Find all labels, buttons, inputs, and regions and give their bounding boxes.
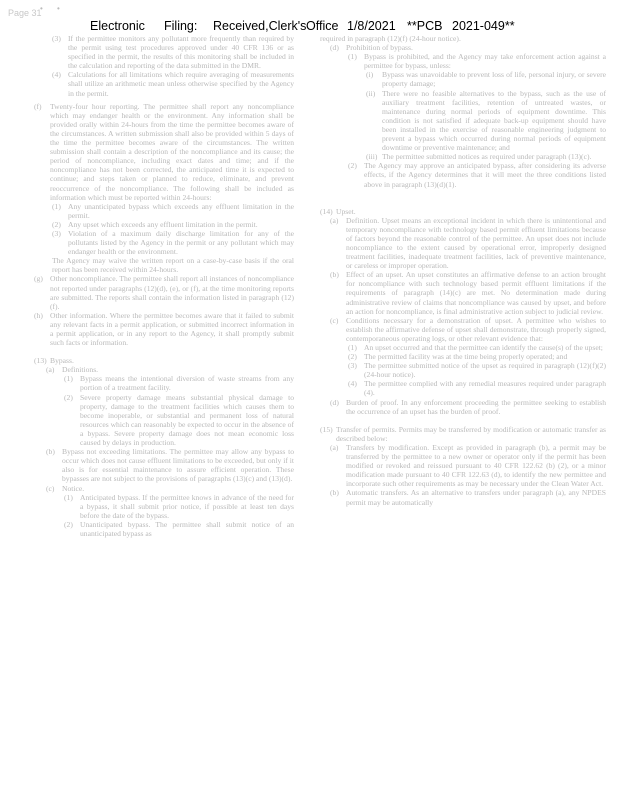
provision-paragraph xyxy=(12,256,294,274)
provision-text: Bypass. xyxy=(50,356,74,366)
provision-text: Violation of a maximum daily discharge limitation for any of the pollutants listed by the Agency in the permit or any pollutant which may endanger health or the environment. xyxy=(68,228,294,257)
provision-label: (15) xyxy=(320,424,333,434)
provision-label: (a) xyxy=(330,215,339,225)
provision-label: (h) xyxy=(34,310,43,320)
provision-text: Twenty-four hour reporting. The permittee shall report any noncompliance which may endanger health or the environment. Any information shall be provided orally within 24-hours from the time the permittee becomes aware of the circumstances. A written submission shall also be provided within 5 days of the time the permittee becomes aware of the circumstances. The written submission shall contain a description of the noncompliance and its cause; the period of noncompliance, including exact dates and time; and if the noncompliance has not been corrected, the anticipated time it is expected to continue; and steps taken or planned to reduce, eliminate, and prevent reoccurrence of the noncompliance. The following shall be included as information which must be reported within 24-hours: xyxy=(50,101,294,202)
header-date: 1/8/2021 xyxy=(347,19,396,33)
paragraph-gap xyxy=(320,416,606,425)
provision-paragraph xyxy=(12,202,294,220)
header-office: Office xyxy=(306,19,339,33)
provision-text: Bypass means the intentional diversion of waste streams from any portion of a treatment facility. xyxy=(80,374,294,393)
filing-header xyxy=(0,19,618,35)
provision-paragraph xyxy=(12,520,294,538)
provision-label: (2) xyxy=(348,352,357,362)
provision-paragraph xyxy=(320,34,606,43)
provision-paragraph xyxy=(12,493,294,520)
provision-label: (2) xyxy=(64,392,73,402)
left-text-column xyxy=(12,34,294,538)
provision-label: (i) xyxy=(366,70,374,80)
provision-text: There were no feasible alternatives to the bypass, such as the use of auxiliary treatment facilities, retention of untreated wastes, or maintenance during normal periods of equipment downtime. This condition is not satisfied if adequate back-up equipment should have been installed in the exercise of reasonable engineering judgment to prevent a bypass which occurred during normal periods of equipment downtime or preventive maintenance; and xyxy=(382,88,606,153)
header-pcb: **PCB xyxy=(407,19,443,33)
provision-label: (14) xyxy=(320,206,333,216)
provision-label: (b) xyxy=(330,488,339,498)
provision-text: The Agency may waive the written report on a case-by-case basis if the oral report has been received within 24-hours. xyxy=(52,256,294,275)
provision-text: Definitions. xyxy=(62,365,99,375)
provision-paragraph xyxy=(320,152,606,161)
provision-label: (iii) xyxy=(366,152,378,162)
provision-text: Other noncompliance. The permittee shall report all instances of noncompliance not reported under paragraphs (12)(d), (e), or (f), at the time monitoring reports are submitted. The reports shall contain the information listed in paragraph (12)(f). xyxy=(50,274,294,311)
provision-paragraph xyxy=(320,398,606,416)
provision-paragraph xyxy=(12,34,294,70)
provision-text: Severe property damage means substantial physical damage to property, damage to the treatment facilities which causes them to become inoperable, or substantial and permanent loss of natural resources which can reasonably be expected to occur in the absence of a bypass. Severe property damage does not mean economic loss caused by delays in production. xyxy=(80,392,295,448)
provision-paragraph xyxy=(320,207,606,216)
provision-paragraph xyxy=(320,43,606,52)
provision-paragraph xyxy=(320,361,606,379)
provision-label: (a) xyxy=(330,442,339,452)
provision-label: (1) xyxy=(348,52,357,62)
provision-label: (4) xyxy=(348,379,357,389)
provision-text: The permittee submitted notice of the upset as required in paragraph (12)(f)(2) (24-hour notice). xyxy=(364,361,606,380)
provision-paragraph xyxy=(12,311,294,347)
provision-text: Calculations for all limitations which require averaging of measurements shall utilize an arithmetic mean unless otherwise specified by the Agency in the permit. xyxy=(68,70,294,98)
provision-text: Bypass is prohibited, and the Agency may take enforcement action against a permittee for bypass, unless: xyxy=(364,52,606,71)
provision-text: The permittee submitted notices as required under paragraph (13)(c). xyxy=(382,152,592,162)
provision-label: (4) xyxy=(52,70,61,80)
provision-label: (g) xyxy=(34,274,43,284)
provision-label: (2) xyxy=(64,519,73,529)
provision-paragraph xyxy=(12,220,294,229)
provision-label: (d) xyxy=(330,43,339,53)
provision-text: Transfer of permits. Permits may be transferred by modification or automatic transfer as described below: xyxy=(336,424,606,443)
paragraph-gap xyxy=(320,189,606,198)
provision-label: (1) xyxy=(64,374,73,384)
right-text-column xyxy=(320,34,606,507)
provision-text: Burden of proof. In any enforcement proceeding the permittee seeking to establish the occurrence of an upset has the burden of proof. xyxy=(346,397,606,416)
provision-text: Transfers by modification. Except as provided in paragraph (b), a permit may be transferred by the permittee to a new owner or operator only if the permit has been modified or revoked and reissued pursuant to 40 CFR 122.62 (b) (2), or a minor modification made pursuant to 40 CFR 122.63 (d), to identify the new permittee and incorporate such other requirements as may be necessary under the Clean Water Act. xyxy=(346,442,606,489)
provision-paragraph xyxy=(12,70,294,97)
provision-label: (d) xyxy=(330,397,339,407)
header-case-number: 2021-049** xyxy=(452,19,515,33)
provision-paragraph xyxy=(320,89,606,153)
provision-paragraph xyxy=(320,216,606,271)
provision-text: The permitted facility was at the time being properly operated; and xyxy=(364,352,568,362)
provision-text: Unanticipated bypass. The permittee shall submit notice of an unanticipated bypass as xyxy=(80,519,294,538)
provision-text: Upset. xyxy=(336,206,356,216)
provision-label: (ii) xyxy=(366,88,376,98)
provision-paragraph xyxy=(12,102,294,202)
paragraph-gap xyxy=(320,198,606,207)
provision-paragraph xyxy=(12,274,294,310)
provision-label: (c) xyxy=(330,315,339,325)
provision-label: (f) xyxy=(34,101,42,111)
provision-text: The Agency may approve an anticipated bypass, after considering its adverse effects, if the Agency determines that it will meet the three conditions listed above in paragraph (13)(d)(1). xyxy=(364,161,606,189)
provision-paragraph xyxy=(320,70,606,88)
provision-paragraph xyxy=(12,365,294,374)
page-number: Page 31 xyxy=(8,8,42,18)
provision-label: (1) xyxy=(64,492,73,502)
provision-text: required in paragraph (12)(f) (24-hour notice). xyxy=(320,34,461,43)
provision-paragraph xyxy=(320,488,606,506)
provision-text: Effect of an upset. An upset constitutes an affirmative defense to an action brought for noncompliance with such technology based permit effluent limitations if the requirements of paragraph (14)(c) are met. No determination made during administrative review of claims that noncompliance was caused by upset, and before an action for noncompliance, is final administrative action subject to judicial review. xyxy=(346,270,606,316)
provision-text: Prohibition of bypass. xyxy=(346,43,413,53)
provision-paragraph xyxy=(12,393,294,448)
header-received: Received,Clerk's xyxy=(213,19,307,33)
provision-text: Bypass not exceeding limitations. The permittee may allow any bypass to occur which does not cause effluent limitations to be exceeded, but only if it also is for essential maintenance to assure efficient operation. These bypasses are not subject to the provisions of paragraphs (13)(c) and (13)(d). xyxy=(62,447,294,484)
provision-paragraph xyxy=(320,270,606,315)
provision-label: (a) xyxy=(46,365,55,375)
provision-paragraph xyxy=(320,316,606,343)
provision-text: Conditions necessary for a demonstration of upset. A permittee who wishes to establish the affirmative defense of upset shall demonstrate, through properly signed, contemporaneous operating logs, or other relevant evidence that: xyxy=(346,315,606,343)
provision-label: (c) xyxy=(46,483,55,493)
provision-label: (2) xyxy=(348,161,357,171)
provision-text: The permittee complied with any remedial measures required under paragraph (4). xyxy=(364,379,606,398)
header-filing: Filing: xyxy=(164,19,198,33)
provision-paragraph xyxy=(320,352,606,361)
provision-paragraph xyxy=(12,484,294,493)
provision-label: (b) xyxy=(46,447,55,457)
provision-text: Notice. xyxy=(62,483,85,493)
corner-marks: • • xyxy=(40,4,66,13)
provision-label: (1) xyxy=(348,343,357,352)
provision-paragraph xyxy=(12,229,294,256)
provision-paragraph xyxy=(320,161,606,188)
header-electronic: Electronic xyxy=(90,19,145,33)
provision-label: (2) xyxy=(52,219,61,229)
provision-text: An upset occurred and that the permittee can identify the cause(s) of the upset; xyxy=(364,343,603,352)
provision-text: Any upset which exceeds any effluent limitation in the permit. xyxy=(68,219,258,229)
provision-label: (1) xyxy=(52,201,61,211)
provision-paragraph xyxy=(12,374,294,392)
provision-label: (b) xyxy=(330,270,339,280)
provision-text: Bypass was unavoidable to prevent loss of life, personal injury, or severe property damage; xyxy=(382,70,606,89)
provision-text: Anticipated bypass. If the permittee knows in advance of the need for a bypass, it shall submit prior notice, if possible at least ten days before the date of the bypass. xyxy=(80,492,294,520)
provision-text: Any unanticipated bypass which exceeds any effluent limitation in the permit. xyxy=(68,201,294,220)
provision-label: (3) xyxy=(52,34,61,43)
provision-paragraph xyxy=(320,52,606,70)
provision-label: (3) xyxy=(52,228,61,238)
provision-paragraph xyxy=(320,343,606,352)
provision-label: (3) xyxy=(348,361,357,371)
provision-paragraph xyxy=(320,425,606,443)
provision-paragraph xyxy=(12,447,294,483)
provision-paragraph xyxy=(320,379,606,397)
provision-paragraph xyxy=(12,356,294,365)
provision-text: Definition. Upset means an exceptional incident in which there is unintentional and temporary noncompliance with technology based permit effluent limitations because of factors beyond the reasonable control of the permittee. An upset does not include noncompliance to the extent caused by operational error, improperly designed treatment facilities, inadequate treatment facilities, lack of preventive maintenance, or careless or improper operation. xyxy=(346,215,606,271)
provision-paragraph xyxy=(320,443,606,488)
provision-text: Automatic transfers. As an alternative to transfers under paragraph (a), any NPDES permit may be automatically xyxy=(346,488,606,507)
provision-text: Other information. Where the permittee becomes aware that it failed to submit any relevant facts in a permit application, or submitted incorrect information in a permit application, or in any report to the Agency, it shall promptly submit such facts or information. xyxy=(50,310,294,348)
provision-label: (13) xyxy=(34,356,47,366)
paragraph-gap xyxy=(12,347,294,356)
provision-text: If the permittee monitors any pollutant more frequently than required by the permit using test procedures approved under 40 CFR 136 or as specified in the permit, the results of this monitoring shall be included in the calculation and reporting of the data submitted in the DMR. xyxy=(68,34,294,71)
